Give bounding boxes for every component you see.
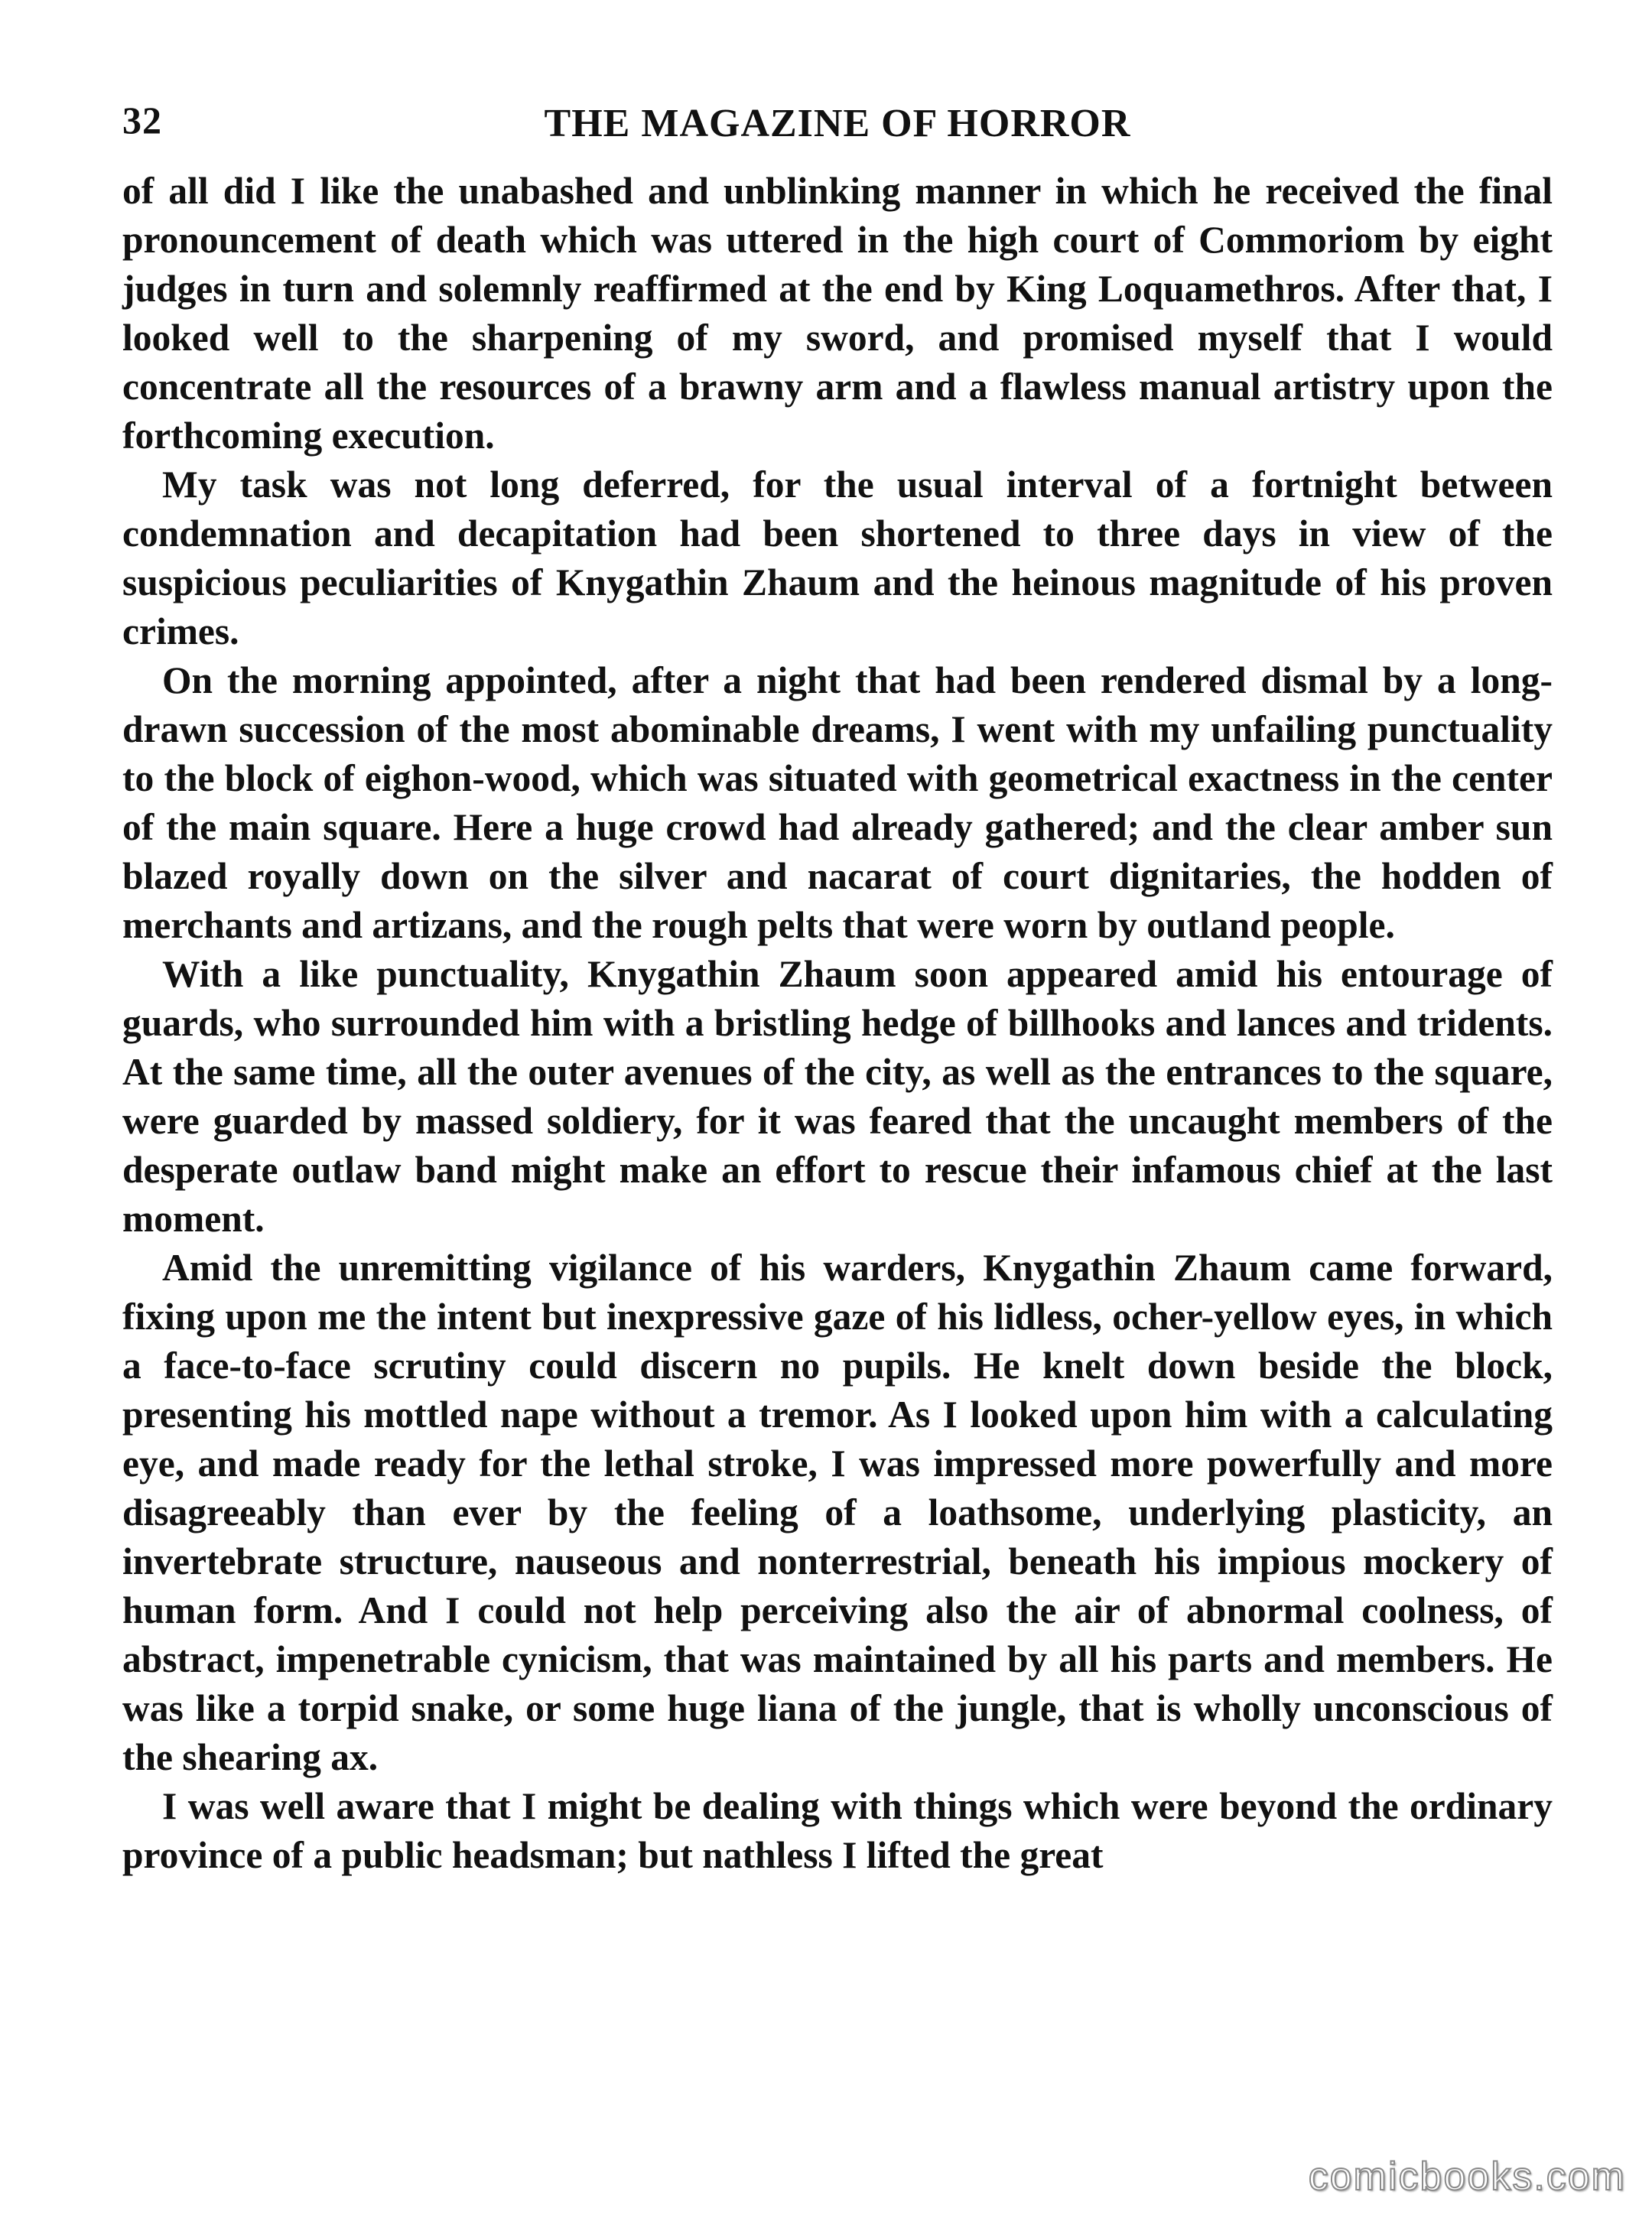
paragraph: My task was not long deferred, for the usual interval of a fortnight between condemnation and decapitation had been shortened to three days in view of the suspicious peculiarities of Knygathin Zhaum and the heinous magnitude of his proven crimes. xyxy=(122,463,1553,652)
running-title: THE MAGAZINE OF HORROR xyxy=(544,102,1131,145)
paragraph: With a like punctuality, Knygathin Zhaum soon appeared amid his entourage of guards, who surrounded him with a bristling hedge of billhooks and lances and tridents. At the same time, all the outer avenues of the city, as well as the entrances to the square, were guarded by massed soldiery, for it was feared that the uncaught members of the desperate outlaw band might make an effort to rescue their infamous chief at the last moment. xyxy=(122,953,1553,1240)
story-body xyxy=(122,167,1553,1880)
paragraph: On the morning appointed, after a night that had been rendered dismal by a long-drawn succession of the most abominable dreams, I went with my unfailing punctuality to the block of eighon-wood, which was situated with geometrical exactness in the center of the main square. Here a huge crowd had already gathered; and the clear amber sun blazed royally down on the silver and nacarat of court dignitaries, the hodden of merchants and artizans, and the rough pelts that were worn by outland people. xyxy=(122,659,1553,946)
paragraph: Amid the unremitting vigilance of his warders, Knygathin Zhaum came forward, fixing upon me the intent but inexpressive gaze of his lidless, ocher-yellow eyes, in which a face-to-face scrutiny could discern no pupils. He knelt down beside the block, presenting his mottled nape without a tremor. As I looked upon him with a calculating eye, and made ready for the lethal stroke, I was impressed more powerfully and more disagreeably than ever by the feeling of a loathsome, underlying plasticity, an invertebrate structure, nauseous and nonterrestrial, beneath his impious mockery of human form. And I could not help perceiving also the air of abnormal coolness, of abstract, impenetrable cynicism, that was maintained by all his parts and members. He was like a torpid snake, or some huge liana of the jungle, that is wholly unconscious of the shearing ax. xyxy=(122,1247,1553,1778)
paragraph-continued: of all did I like the unabashed and unblinking manner in which he received the final pronouncement of death which was uttered in the high court of Commoriom by eight judges in turn and solemnly reaffirmed at the end by King Loquamethros. After that, I looked well to the sharpening of my sword, and promised myself that I would concentrate all the resources of a brawny arm and a flawless manual artistry upon the forthcoming execution. xyxy=(122,170,1553,457)
site-watermark: comicbooks.com xyxy=(1308,2155,1626,2199)
page-number: 32 xyxy=(122,99,162,141)
paragraph: I was well aware that I might be dealing with things which were beyond the ordinary province of a public headsman; but nathless I lifted the great xyxy=(122,1785,1553,1876)
page-header xyxy=(122,92,1553,161)
